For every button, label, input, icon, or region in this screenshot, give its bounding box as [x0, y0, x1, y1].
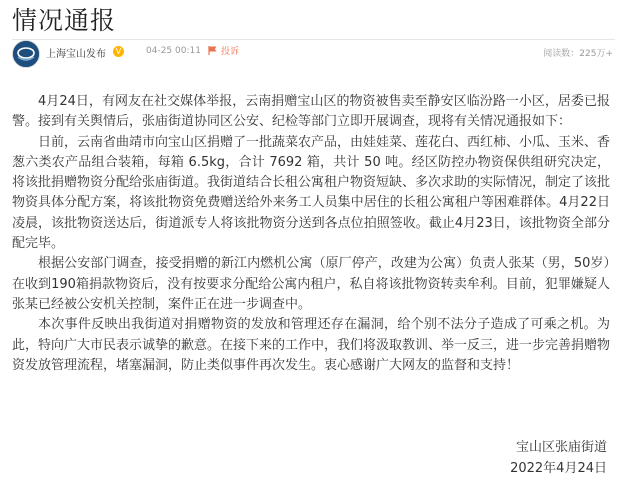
- article-body: [12, 92, 610, 376]
- read-count: 阅读数：225万+: [543, 49, 613, 59]
- article-paragraph-2: 日前，云南省曲靖市向宝山区捐赠了一批蔬菜农产品，由娃娃菜、莲花白、西红柿、小瓜、玉米、香葱六类农产品组合装箱，每箱 6.5kg，合计 7692 箱，共计 50 吨。经区防控办物资保供组研究决定，将该批捐赠物资分配给张庙街道。我街道结合长租公寓租户物资短缺、多次求助的实际情况，制定了该批物资具体分配方案，将该批物资免费赠送给外来务工人员集中居住的长租公寓租户等困难群体。4月22日凌晨，该批物资送达后，街道派专人将该批物资分送到各点位拍照签收。截止4月23日，该批物资全部分配完毕。: [12, 134, 611, 252]
- avatar[interactable]: [12, 40, 40, 68]
- report-flag-icon: [208, 45, 218, 56]
- report-button[interactable]: [208, 44, 239, 57]
- verified-badge-icon: V: [113, 46, 124, 57]
- signature-date: 2022年4月24日: [510, 461, 607, 476]
- title-divider: [12, 39, 615, 40]
- page-title: 情况通报: [12, 6, 117, 35]
- author-name[interactable]: 上海宝山发布: [46, 49, 106, 60]
- signature-organization: 宝山区张庙街道: [515, 440, 607, 455]
- post-timestamp: 04-25 00:11: [146, 46, 201, 56]
- article-paragraph-4: 本次事件反映出我街道对捐赠物资的发放和管理还存在漏洞，给个别不法分子造成了可乘之机。为此，特向广大市民表示诚挚的歉意。在接下来的工作中，我们将汲取教训、举一反三，进一步完善捐赠物资发放管理流程，堵塞漏洞，防止类似事件再次发生。衷心感谢广大网友的监督和支持！: [12, 317, 611, 373]
- shanghai-baoshan-logo-icon: [13, 41, 39, 67]
- article-paragraph-1: 4月24日，有网友在社交媒体举报，云南捐赠宝山区的物资被售卖至静安区临汾路一小区，居委已报警。接到有关舆情后，张庙街道协同区公安、纪检等部门立即开展调查，现将有关情况通报如下：: [12, 94, 610, 130]
- report-label: 投诉: [221, 47, 240, 57]
- article-paragraph-3: 根据公安部门调查，接受捐赠的新江内燃机公寓（原厂停产，改建为公寓）负责人张某（男，50岁）在收到190箱捐款物资后，没有按要求分配给公寓内租户，私自将该批物资转卖牟利。目前，犯罪嫌疑人张某已经被公安机关控制，案件正在进一步调查中。: [12, 256, 610, 312]
